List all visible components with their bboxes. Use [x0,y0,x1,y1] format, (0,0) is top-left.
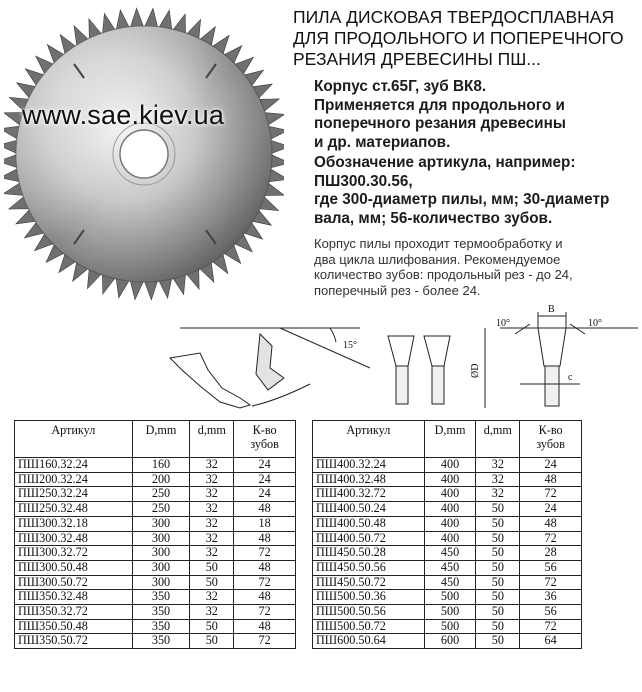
bore-cell: 32 [190,516,234,531]
bore-cell: 32 [190,472,234,487]
diameter-label: ØD [470,363,481,378]
article-cell: ПШ160.32.24 [15,458,133,473]
teeth-cell: 24 [234,472,296,487]
blade-side-section [396,366,408,404]
teeth-cell: 72 [520,575,582,590]
header-teeth [520,421,582,458]
product-title [293,7,638,70]
bore-cell: 32 [190,458,234,473]
bore-cell: 32 [190,590,234,605]
article-cell: ПШ350.50.72 [15,634,133,649]
table-row [313,619,582,634]
material-description [314,78,639,152]
table-header-row [15,421,296,458]
spec-table-right [312,420,582,649]
designation-line: Обозначение артикула, например: [314,154,576,171]
teeth-cell: 48 [520,516,582,531]
table-row [313,634,582,649]
bore-cell: 32 [476,472,520,487]
teeth-cell: 72 [234,634,296,649]
teeth-cell: 72 [234,605,296,620]
diameter-cell: 350 [132,619,190,634]
title-line: ПИЛА ДИСКОВАЯ ТВЕРДОСПЛАВНАЯ [293,7,615,27]
bore-cell: 32 [190,531,234,546]
diameter-cell: 300 [132,516,190,531]
table-row [15,487,296,502]
bore-cell: 32 [190,546,234,561]
table-row [15,605,296,620]
left-angle-label: 10° [496,318,510,329]
diameter-cell: 400 [424,472,476,487]
diameter-cell: 500 [424,605,476,620]
header-teeth [234,421,296,458]
diameter-cell: 450 [424,546,476,561]
teeth-cell: 72 [520,531,582,546]
diameter-cell: 450 [424,575,476,590]
bore-cell: 32 [190,487,234,502]
article-cell: ПШ250.32.24 [15,487,133,502]
title-line: ДЛЯ ПРОДОЛЬНОГО И ПОПЕРЕЧНОГО [293,28,624,48]
blade-cross-section [545,366,559,406]
rake-angle-label: 15° [343,340,357,351]
designation-line: где 300-диаметр пилы, мм; 30-диаметр [314,191,610,209]
article-cell: ПШ500.50.36 [313,590,425,605]
diameter-cell: 350 [132,605,190,620]
bore-cell: 50 [476,590,520,605]
article-cell: ПШ400.32.24 [313,458,425,473]
table-row [15,502,296,517]
bore-cell: 50 [476,634,520,649]
header-diameter: D,mm [424,421,476,458]
table-row [15,516,296,531]
diameter-cell: 300 [132,560,190,575]
note-line: поперечный рез - более 24. [314,282,481,298]
bore-cell: 50 [476,560,520,575]
bore-cell: 32 [190,605,234,620]
diameter-cell: 300 [132,531,190,546]
diameter-cell: 250 [132,502,190,517]
tooth-geometry-diagram [160,298,640,418]
teeth-cell: 48 [520,472,582,487]
article-cell: ПШ400.50.72 [313,531,425,546]
diameter-cell: 350 [132,590,190,605]
designation-line: ПШ300.30.56, [314,172,413,190]
table-row [313,502,582,517]
diameter-cell: 400 [424,487,476,502]
article-cell: ПШ350.32.72 [15,605,133,620]
diameter-cell: 400 [424,458,476,473]
teeth-cell: 72 [234,575,296,590]
rake-angle-arc [330,328,336,342]
diameter-cell: 160 [132,458,190,473]
website-watermark: www.sae.kiev.ua [22,100,225,130]
tooth-tip-shape [256,334,284,390]
article-designation [314,154,639,228]
article-cell: ПШ400.50.48 [313,516,425,531]
description-line: и др. материапов. [314,133,451,151]
article-cell: ПШ350.32.48 [15,590,133,605]
header-article: Артикул [15,421,133,458]
diameter-cell: 500 [424,590,476,605]
diameter-cell: 450 [424,560,476,575]
saw-blade-image [4,4,284,304]
tooth-side-profile [388,336,414,366]
diameter-cell: 350 [132,634,190,649]
bore-cell: 50 [476,605,520,620]
bore-cell: 50 [190,560,234,575]
article-cell: ПШ400.32.48 [313,472,425,487]
article-cell: ПШ450.50.56 [313,560,425,575]
table-row [313,590,582,605]
table-row [15,634,296,649]
teeth-cell: 56 [520,605,582,620]
diameter-cell: 200 [132,472,190,487]
bore-cell: 50 [190,634,234,649]
header-teeth-line: зубов [536,437,565,451]
diameter-cell: 250 [132,487,190,502]
header-bore: d,mm [190,421,234,458]
table-row [313,487,582,502]
right-angle-mark [570,324,585,334]
article-cell: ПШ600.50.64 [313,634,425,649]
teeth-cell: 24 [234,458,296,473]
treatment-note [314,236,639,298]
teeth-cell: 48 [234,560,296,575]
header-teeth-line: зубов [250,437,279,451]
bore-cell: 50 [476,619,520,634]
header-article: Артикул [313,421,425,458]
bore-cell: 32 [190,502,234,517]
teeth-cell: 24 [234,487,296,502]
description-line: поперечного резания древесины [314,115,566,133]
teeth-cell: 48 [234,619,296,634]
bore-cell: 50 [190,619,234,634]
diameter-cell: 300 [132,575,190,590]
spec-table-left [14,420,296,649]
article-cell: ПШ350.50.48 [15,619,133,634]
article-cell: ПШ500.50.72 [313,619,425,634]
article-cell: ПШ400.32.72 [313,487,425,502]
header-teeth-line: К-во [252,423,277,437]
article-cell: ПШ450.50.28 [313,546,425,561]
teeth-cell: 24 [520,502,582,517]
article-cell: ПШ250.32.48 [15,502,133,517]
header-diameter: D,mm [132,421,190,458]
bore-cell: 32 [476,458,520,473]
description-line: Применяется для продольного и [314,96,565,114]
diameter-cell: 600 [424,634,476,649]
bore-cell: 50 [476,546,520,561]
note-line: два цикла шлифования. Рекомендуемое [314,251,561,267]
note-line: Корпус пилы проходит термообработку и [314,236,563,251]
table-row [313,458,582,473]
table-row [15,531,296,546]
bore-cell: 50 [476,531,520,546]
teeth-cell: 24 [520,458,582,473]
table-header-row [313,421,582,458]
note-line: количество зубов: продольный рез - до 24, [314,267,573,283]
teeth-cell: 56 [520,560,582,575]
diameter-cell: 400 [424,531,476,546]
table-row [15,560,296,575]
body-thickness-label: c [568,372,573,383]
right-angle-label: 10° [588,318,602,329]
diameter-cell: 400 [424,516,476,531]
teeth-cell: 64 [520,634,582,649]
article-cell: ПШ300.50.48 [15,560,133,575]
table-row [313,531,582,546]
article-cell: ПШ300.50.72 [15,575,133,590]
bore-cell: 50 [476,516,520,531]
blade-side-section-2 [432,366,444,404]
tooth-profile-shape [170,353,250,408]
table-row [313,546,582,561]
table-row [15,458,296,473]
header-teeth-line: К-во [538,423,563,437]
teeth-cell: 48 [234,531,296,546]
table-row [15,575,296,590]
article-cell: ПШ400.50.24 [313,502,425,517]
table-row [15,546,296,561]
table-row [313,605,582,620]
table-row [313,560,582,575]
tooth-side-profile-2 [424,336,450,366]
table-row [15,590,296,605]
table-row [313,472,582,487]
article-cell: ПШ300.32.18 [15,516,133,531]
designation-line: вала, мм; 56-количество зубов. [314,209,553,227]
teeth-cell: 36 [520,590,582,605]
tooth-cross-section [538,328,566,366]
article-cell: ПШ500.50.56 [313,605,425,620]
width-label: B [548,304,555,315]
table-row [15,472,296,487]
diameter-cell: 500 [424,619,476,634]
bore-cell: 32 [476,487,520,502]
article-cell: ПШ300.32.48 [15,531,133,546]
teeth-cell: 48 [234,590,296,605]
table-row [313,575,582,590]
bore-cell: 50 [190,575,234,590]
bore-cell: 50 [476,502,520,517]
teeth-cell: 48 [234,502,296,517]
table-row [15,619,296,634]
body-curve [252,384,310,406]
teeth-cell: 72 [520,619,582,634]
teeth-cell: 72 [520,487,582,502]
bore-cell: 50 [476,575,520,590]
description-line: Корпус ст.65Г, зуб ВК8. [314,78,487,95]
teeth-cell: 18 [234,516,296,531]
diameter-cell: 300 [132,546,190,561]
diameter-cell: 400 [424,502,476,517]
article-cell: ПШ200.32.24 [15,472,133,487]
teeth-cell: 72 [234,546,296,561]
header-bore: d,mm [476,421,520,458]
teeth-cell: 28 [520,546,582,561]
left-angle-mark [515,324,530,334]
table-row [313,516,582,531]
article-cell: ПШ450.50.72 [313,575,425,590]
article-cell: ПШ300.32.72 [15,546,133,561]
title-line: РЕЗАНИЯ ДРЕВЕСИНЫ ПШ... [293,49,541,69]
